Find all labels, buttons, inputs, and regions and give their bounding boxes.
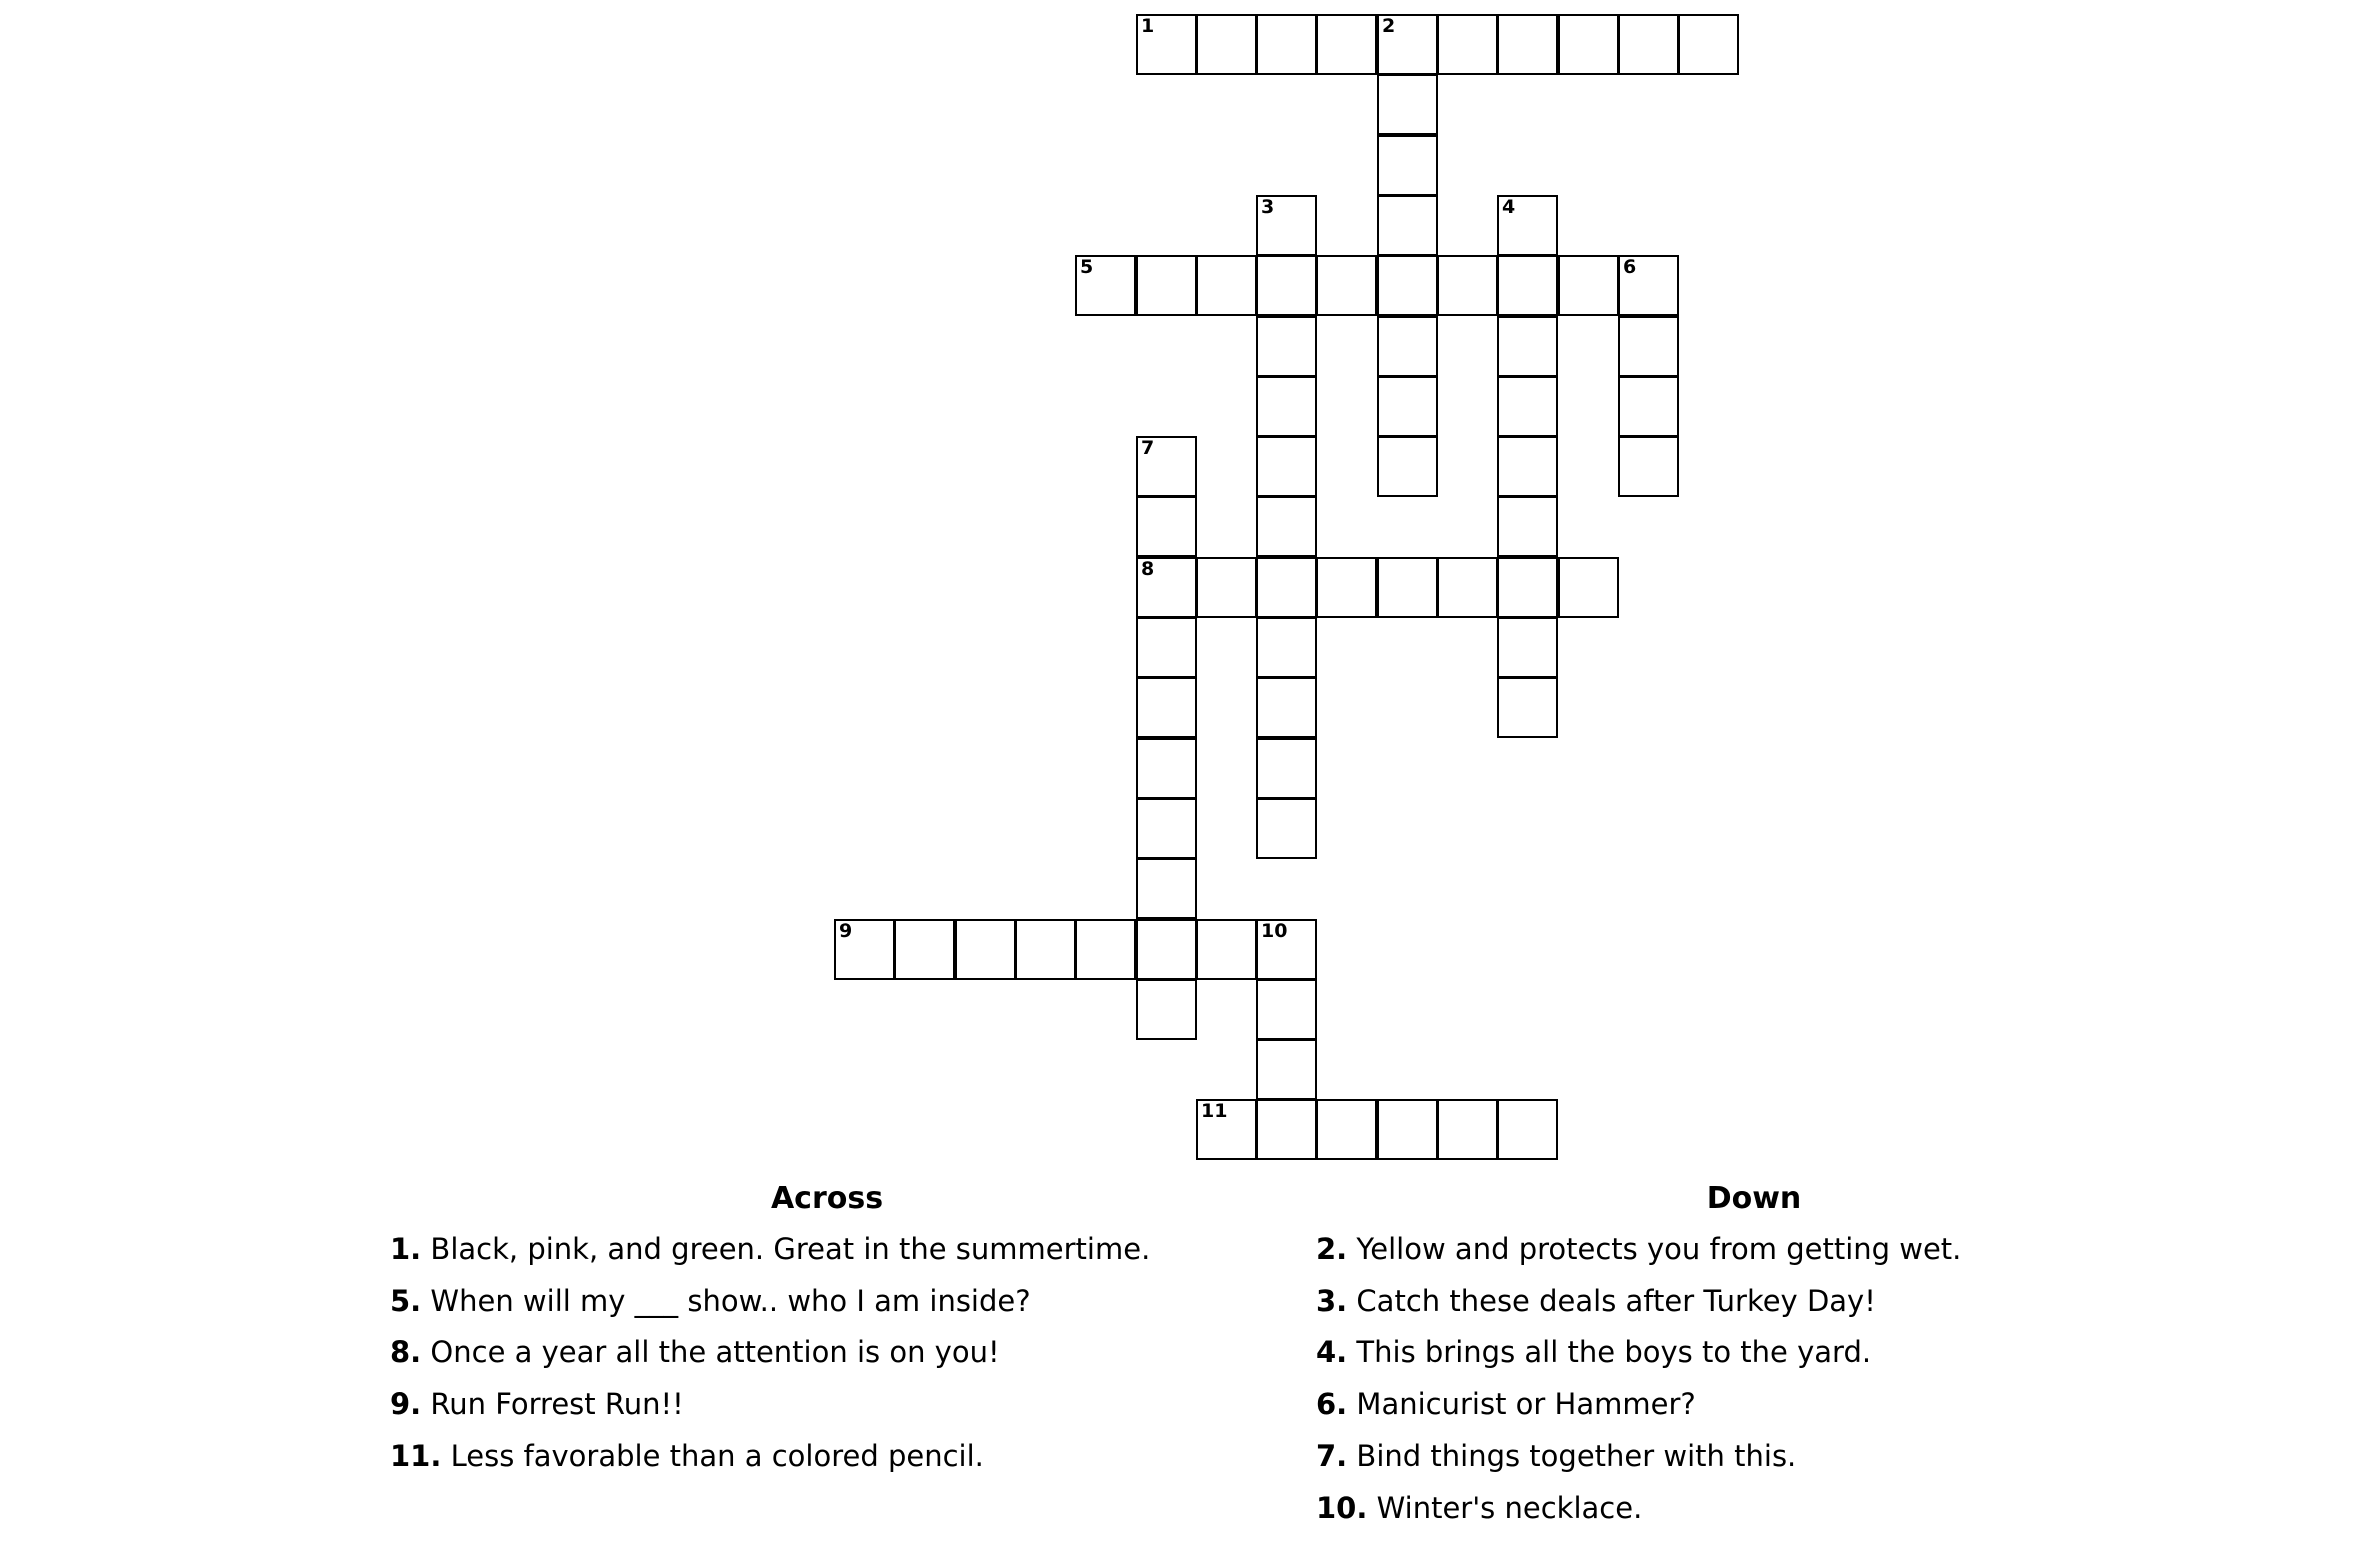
grid-cell[interactable]	[1196, 14, 1257, 75]
grid-cell[interactable]	[1256, 14, 1317, 75]
grid-cell[interactable]	[1256, 617, 1317, 678]
grid-cell[interactable]	[834, 919, 895, 980]
grid-cell[interactable]	[1618, 255, 1679, 316]
grid-cell[interactable]	[1256, 195, 1317, 256]
clue-text: This brings all the boys to the yard.	[1356, 1335, 1872, 1369]
grid-cell[interactable]	[1316, 255, 1377, 316]
grid-cell[interactable]	[1256, 376, 1317, 437]
grid-cell[interactable]	[1558, 14, 1619, 75]
grid-cell[interactable]	[1075, 919, 1136, 980]
grid-cell[interactable]	[1497, 195, 1558, 256]
across-clue-1[interactable]	[390, 1230, 1150, 1268]
grid-cell[interactable]	[1136, 496, 1197, 557]
grid-cell[interactable]	[1497, 557, 1558, 618]
clue-text: Bind things together with this.	[1356, 1439, 1797, 1473]
grid-cell[interactable]	[1678, 14, 1739, 75]
grid-cell[interactable]	[1618, 376, 1679, 437]
grid-cell[interactable]	[1377, 135, 1438, 196]
cell-number: 6	[1623, 256, 1637, 278]
grid-cell[interactable]	[1497, 376, 1558, 437]
grid-cell[interactable]	[1015, 919, 1076, 980]
clue-text: Run Forrest Run!!	[430, 1387, 684, 1421]
across-clue-5[interactable]	[390, 1282, 1031, 1320]
grid-cell[interactable]	[1136, 557, 1197, 618]
grid-cell[interactable]	[1377, 74, 1438, 135]
down-heading: Down	[1706, 1181, 1802, 1216]
grid-cell[interactable]	[1196, 255, 1257, 316]
grid-cell[interactable]	[1316, 1099, 1377, 1160]
cell-number: 2	[1382, 15, 1396, 37]
cell-number: 9	[839, 920, 853, 942]
clue-text: Manicurist or Hammer?	[1356, 1387, 1696, 1421]
grid-cell[interactable]	[1256, 557, 1317, 618]
grid-cell[interactable]	[1256, 677, 1317, 738]
grid-cell[interactable]	[1256, 436, 1317, 497]
cell-number: 8	[1141, 558, 1155, 580]
grid-cell[interactable]	[1136, 979, 1197, 1040]
clue-text: Black, pink, and green. Great in the summertime.	[430, 1232, 1151, 1266]
clue-text: When will my ___ show.. who I am inside?	[430, 1284, 1031, 1318]
clue-text: Once a year all the attention is on you!	[430, 1335, 1000, 1369]
grid-cell[interactable]	[1136, 738, 1197, 799]
clue-number: 2.	[1316, 1232, 1348, 1266]
grid-cell[interactable]	[1377, 557, 1438, 618]
grid-cell[interactable]	[1377, 436, 1438, 497]
cell-number: 1	[1141, 15, 1155, 37]
cell-number: 4	[1502, 196, 1516, 218]
grid-cell[interactable]	[1497, 617, 1558, 678]
grid-cell[interactable]	[1136, 858, 1197, 919]
clue-number: 1.	[390, 1232, 422, 1266]
grid-cell[interactable]	[1256, 1099, 1317, 1160]
grid-cell[interactable]	[955, 919, 1016, 980]
grid-cell[interactable]	[1497, 496, 1558, 557]
grid-cell[interactable]	[1256, 255, 1317, 316]
clue-number: 5.	[390, 1284, 422, 1318]
clue-text: Yellow and protects you from getting wet.	[1356, 1232, 1962, 1266]
grid-cell[interactable]	[1497, 1099, 1558, 1160]
grid-cell[interactable]	[1316, 557, 1377, 618]
grid-cell[interactable]	[1316, 14, 1377, 75]
grid-cell[interactable]	[1497, 316, 1558, 377]
grid-cell[interactable]	[1377, 255, 1438, 316]
grid-cell[interactable]	[1136, 677, 1197, 738]
grid-cell[interactable]	[1196, 919, 1257, 980]
clue-number: 6.	[1316, 1387, 1348, 1421]
clue-number: 3.	[1316, 1284, 1348, 1318]
down-clue-7[interactable]	[1316, 1437, 1796, 1475]
grid-cell[interactable]	[1136, 617, 1197, 678]
down-clue-2[interactable]	[1316, 1230, 1961, 1268]
grid-cell[interactable]	[1618, 14, 1679, 75]
grid-cell[interactable]	[1497, 255, 1558, 316]
grid-cell[interactable]	[1377, 316, 1438, 377]
clue-text: Winter's necklace.	[1376, 1491, 1643, 1525]
cell-number: 7	[1141, 437, 1155, 459]
clue-text: Less favorable than a colored pencil.	[450, 1439, 984, 1473]
cell-number: 11	[1201, 1100, 1228, 1122]
grid-cell[interactable]	[1136, 255, 1197, 316]
grid-cell[interactable]	[1618, 316, 1679, 377]
grid-cell[interactable]	[1497, 436, 1558, 497]
grid-cell[interactable]	[1136, 798, 1197, 859]
grid-cell[interactable]	[1437, 255, 1498, 316]
grid-cell[interactable]	[1196, 557, 1257, 618]
grid-cell[interactable]	[1256, 1039, 1317, 1100]
across-clue-9[interactable]	[390, 1385, 684, 1423]
down-clue-6[interactable]	[1316, 1385, 1696, 1423]
grid-cell[interactable]	[1196, 1099, 1257, 1160]
down-clue-3[interactable]	[1316, 1282, 1876, 1320]
grid-cell[interactable]	[1437, 1099, 1498, 1160]
grid-cell[interactable]	[1136, 919, 1197, 980]
clue-number: 4.	[1316, 1335, 1348, 1369]
cell-number: 5	[1080, 256, 1094, 278]
grid-cell[interactable]	[1075, 255, 1136, 316]
grid-cell[interactable]	[1377, 14, 1438, 75]
grid-cell[interactable]	[1497, 677, 1558, 738]
grid-cell[interactable]	[894, 919, 955, 980]
grid-cell[interactable]	[1256, 496, 1317, 557]
down-clue-10[interactable]	[1316, 1489, 1642, 1527]
grid-cell[interactable]	[1136, 14, 1197, 75]
cell-number: 3	[1261, 196, 1275, 218]
grid-cell[interactable]	[1497, 14, 1558, 75]
grid-cell[interactable]	[1377, 195, 1438, 256]
grid-cell[interactable]	[1618, 436, 1679, 497]
grid-cell[interactable]	[1437, 14, 1498, 75]
grid-cell[interactable]	[1136, 436, 1197, 497]
grid-cell[interactable]	[1256, 798, 1317, 859]
grid-cell[interactable]	[1558, 557, 1619, 618]
clue-number: 8.	[390, 1335, 422, 1369]
grid-cell[interactable]	[1558, 255, 1619, 316]
grid-cell[interactable]	[1256, 738, 1317, 799]
grid-cell[interactable]	[1377, 376, 1438, 437]
across-clue-8[interactable]	[390, 1333, 1000, 1371]
grid-cell[interactable]	[1256, 979, 1317, 1040]
cell-number: 10	[1261, 920, 1288, 942]
clue-number: 11.	[390, 1439, 442, 1473]
grid-cell[interactable]	[1256, 919, 1317, 980]
across-clue-11[interactable]	[390, 1437, 984, 1475]
grid-cell[interactable]	[1256, 316, 1317, 377]
across-heading: Across	[770, 1181, 884, 1216]
down-clue-4[interactable]	[1316, 1333, 1871, 1371]
grid-cell[interactable]	[1377, 1099, 1438, 1160]
clue-number: 9.	[390, 1387, 422, 1421]
grid-cell[interactable]	[1437, 557, 1498, 618]
clue-text: Catch these deals after Turkey Day!	[1356, 1284, 1876, 1318]
clue-number: 7.	[1316, 1439, 1348, 1473]
clue-number: 10.	[1316, 1491, 1368, 1525]
